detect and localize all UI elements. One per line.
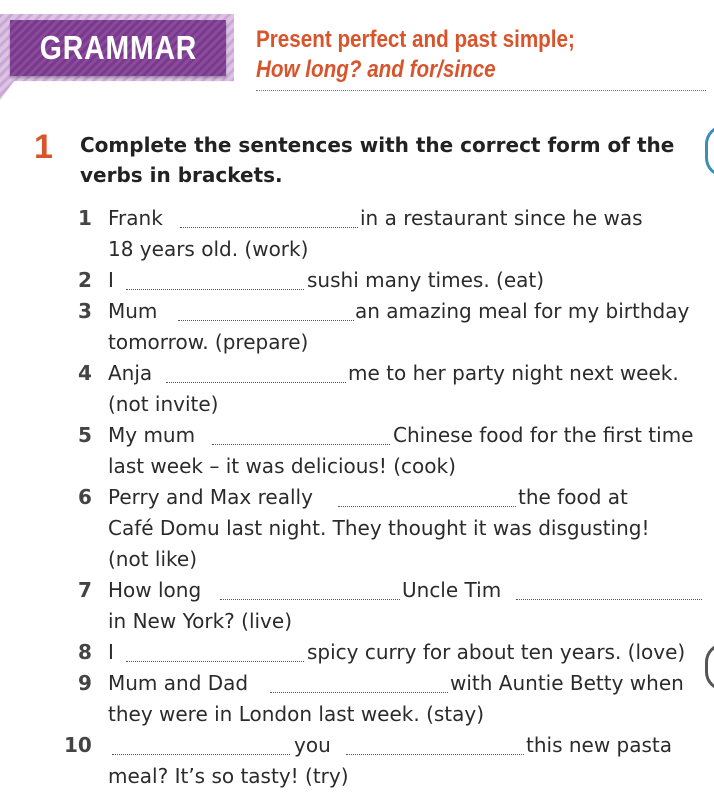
item-number: 7 — [78, 578, 92, 602]
item-text: Mum — [108, 299, 158, 323]
item-text: Café Domu last night. They thought it was disgusting! — [108, 516, 650, 540]
item-number: 9 — [78, 671, 92, 695]
item-text: I — [108, 268, 114, 292]
item-number: 3 — [78, 299, 92, 323]
item-text: with Auntie Betty when — [450, 671, 684, 695]
answer-blank[interactable] — [338, 486, 516, 507]
instruction-line: verbs in brackets. — [80, 163, 283, 187]
exercise-instruction — [80, 130, 680, 190]
item-text: Perry and Max really — [108, 485, 313, 509]
item-text: they were in London last week. (stay) — [108, 702, 485, 726]
item-text: me to her party night next week. — [348, 361, 679, 385]
item-text: meal? It’s so tasty! (try) — [108, 764, 349, 788]
item-text: Uncle Tim — [402, 578, 502, 602]
answer-blank[interactable] — [180, 207, 358, 228]
topic-divider — [256, 90, 706, 91]
topic-title: Present perfect and past simple; — [256, 26, 575, 53]
answer-blank[interactable] — [112, 734, 290, 755]
answer-blank[interactable] — [346, 734, 524, 755]
item-number: 10 — [64, 733, 92, 757]
answer-blank[interactable] — [220, 579, 400, 600]
item-number: 4 — [78, 361, 92, 385]
item-text: How long — [108, 578, 202, 602]
page-edge-mark — [705, 125, 714, 177]
item-text: last week – it was delicious! (cook) — [108, 454, 456, 478]
item-text: (not like) — [108, 547, 198, 571]
item-number: 6 — [78, 485, 92, 509]
item-number: 8 — [78, 640, 92, 664]
item-text: Frank — [108, 206, 163, 230]
item-text: an amazing meal for my birthday — [355, 299, 690, 323]
item-text: Anja — [108, 361, 153, 385]
item-number: 1 — [78, 206, 92, 230]
item-text: this new pasta — [526, 733, 673, 757]
page-edge-mark — [705, 643, 714, 691]
section-label: GRAMMAR — [39, 29, 197, 66]
item-text: (not invite) — [108, 392, 219, 416]
item-number: 2 — [78, 268, 92, 292]
answer-blank[interactable] — [166, 362, 346, 383]
answer-blank[interactable] — [126, 641, 304, 662]
topic-subtitle: How long? and for/since — [256, 56, 496, 83]
item-text: in New York? (live) — [108, 609, 293, 633]
item-text: the food at — [518, 485, 628, 509]
item-text: Mum and Dad — [108, 671, 249, 695]
item-number: 5 — [78, 423, 92, 447]
item-text: I — [108, 640, 114, 664]
answer-blank[interactable] — [516, 579, 702, 600]
answer-blank[interactable] — [212, 424, 390, 445]
item-text: you — [294, 733, 331, 757]
exercise-number: 1 — [34, 128, 53, 166]
answer-blank[interactable] — [178, 300, 354, 321]
answer-blank[interactable] — [126, 269, 304, 290]
item-text: spicy curry for about ten years. (love) — [307, 640, 686, 664]
item-text: 18 years old. (work) — [108, 237, 309, 261]
grammar-section-badge — [10, 20, 226, 76]
item-text: sushi many times. (eat) — [307, 268, 545, 292]
item-text: My mum — [108, 423, 196, 447]
item-text: in a restaurant since he was — [360, 206, 643, 230]
instruction-line: Complete the sentences with the correct form of the — [80, 133, 675, 157]
item-text: tomorrow. (prepare) — [108, 330, 309, 354]
item-text: Chinese food for the first time — [393, 423, 694, 447]
answer-blank[interactable] — [270, 672, 448, 693]
